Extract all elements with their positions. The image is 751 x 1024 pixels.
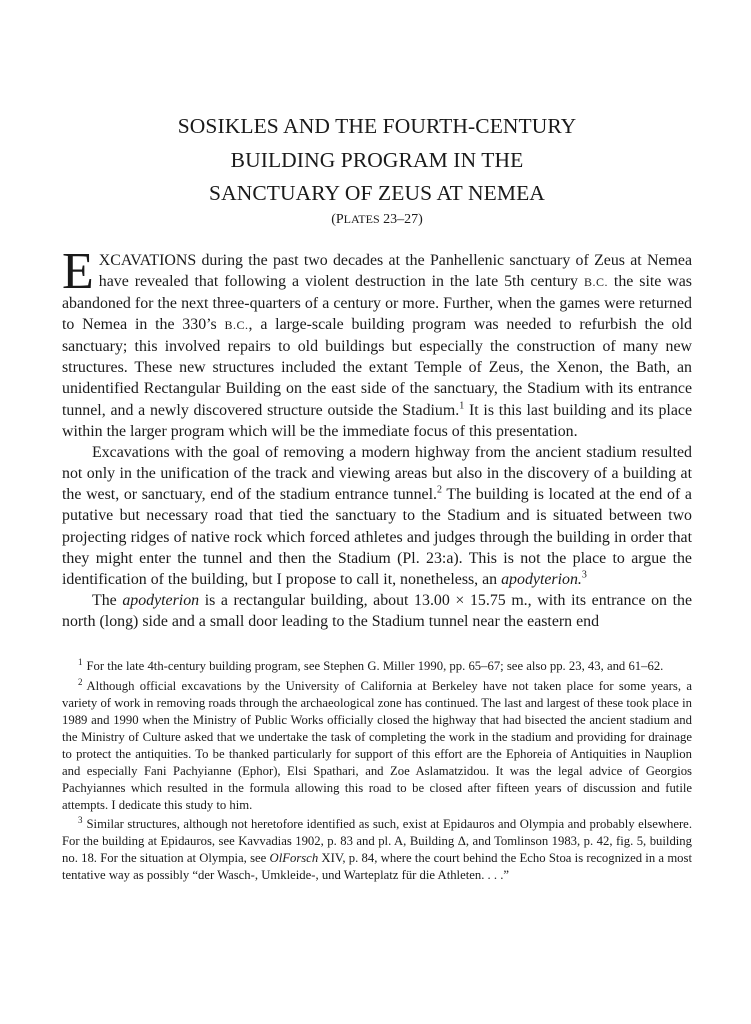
footnote-ref-3[interactable]: 3 bbox=[581, 569, 587, 581]
paragraph-2: Excavations with the goal of removing a modern highway from the ancient stadium resulted not only in the unification of the track and viewing areas but also in the discovery of a building at the west, or sanctuary, end of the stadium entrance tunnel.$^2$ The building is located at the end of a putative but necessary road that tied the sanctuary to the Stadium and is situated between two projecting ridges of native rock which forced athletes and judges through the building in order that they might enter the tunnel and then the Stadium (Pl. 23:a). This is not the place to argue the identification of the building, but I propose to call it, nonetheless, an apodyterion.$^3$ bbox=[62, 443, 692, 588]
drop-cap: E bbox=[62, 242, 94, 300]
article-title bbox=[62, 110, 692, 211]
title-line-3: SANCTUARY OF ZEUS AT NEMEA bbox=[209, 181, 545, 205]
body-text bbox=[62, 242, 692, 633]
footnote-2: $^2$ Although official excavations by the University of California at Berkeley have not taken place for some years, a variety of work in removing roads through the archaeological zone has continued. The last and largest of these took place in 1989 and 1990 when the Ministry of Public Works officially closed the highway that had bisected the ancient stadium and the Ministry of Culture asked that we undertake the task of completing the work in the stadium and providing for drainage to protect the antiquities. To be thanked particularly for support of this effort are the Ephoreia of Antiquities in Nauplion and especially Fani Pachyianne (Ephor), Elsi Spathari, and Zoe Aslamatzidou. It was the legal advice of Georgios Pachyiannes which resulted in the formula allowing this road to be closed after fifteen years of discussion and futile attempts. I dedicate this study to him. bbox=[62, 676, 692, 812]
page bbox=[62, 110, 692, 887]
title-line-2: BUILDING PROGRAM IN THE bbox=[230, 147, 524, 172]
era-abbreviation: B.C. bbox=[224, 317, 249, 332]
footnote-3: $^3$ Similar structures, although not heretofore identified as such, exist at Epidauros and Olympia and probably elsewhere. For the building at Epidauros, see Kavvadias 1902, p. 83 and pl. A, Building Δ, and Tomlinson 1983, p. 42, fig. 5, building no. 18. For the situation at Olympia, see OlForsch XIV, p. 84, where the court behind the Echo Stoa is recognized in a most tentative way as possibly “der Wasch-, Umkleide-, und Warteplatz für die Athleten. . . .” bbox=[62, 815, 692, 883]
paragraph-1: EXCAVATIONS during the past two decades at the Panhellenic sanctuary of Zeus at Nemea have revealed that following a violent destruction in the late 5th century B.C. the site was abandoned for the next three-quarters of a century or more. Further, when the games were returned to Nemea in the 330’s B.C., a large-scale building program was needed to refurbish the old sanctuary; this involved repairs to old buildings but especially the construction of many new structures. These new structures included the extant Temple of Zeus, the Xenon, the Bath, an unidentified Rectangular Building on the east side of the sanctuary, the Stadium with its entrance tunnel, and a newly discovered structure outside the Stadium.$^1$ It is this last building and its place within the larger program which will be the immediate focus of this presentation. bbox=[62, 242, 692, 440]
plates-reference: (PLATES 23–27) bbox=[331, 211, 423, 227]
footnote-ref-1[interactable]: 1 bbox=[459, 400, 465, 412]
paragraph-3: The apodyterion is a rectangular building, about 13.00 × 15.75 m., with its entrance on the north (long) side and a small door leading to the Stadium tunnel near the eastern end bbox=[62, 592, 692, 631]
era-abbreviation: B.C. bbox=[583, 274, 608, 289]
footnotes bbox=[62, 658, 692, 884]
title-line-1: SOSIKLES AND THE FOURTH-CENTURY bbox=[177, 114, 577, 138]
footnote-1: $^1$ For the late 4th-century building program, see Stephen G. Miller 1990, pp. 65–67; see also pp. 23, 43, and 61–62. bbox=[78, 657, 664, 674]
footnote-ref-2[interactable]: 2 bbox=[437, 484, 442, 496]
